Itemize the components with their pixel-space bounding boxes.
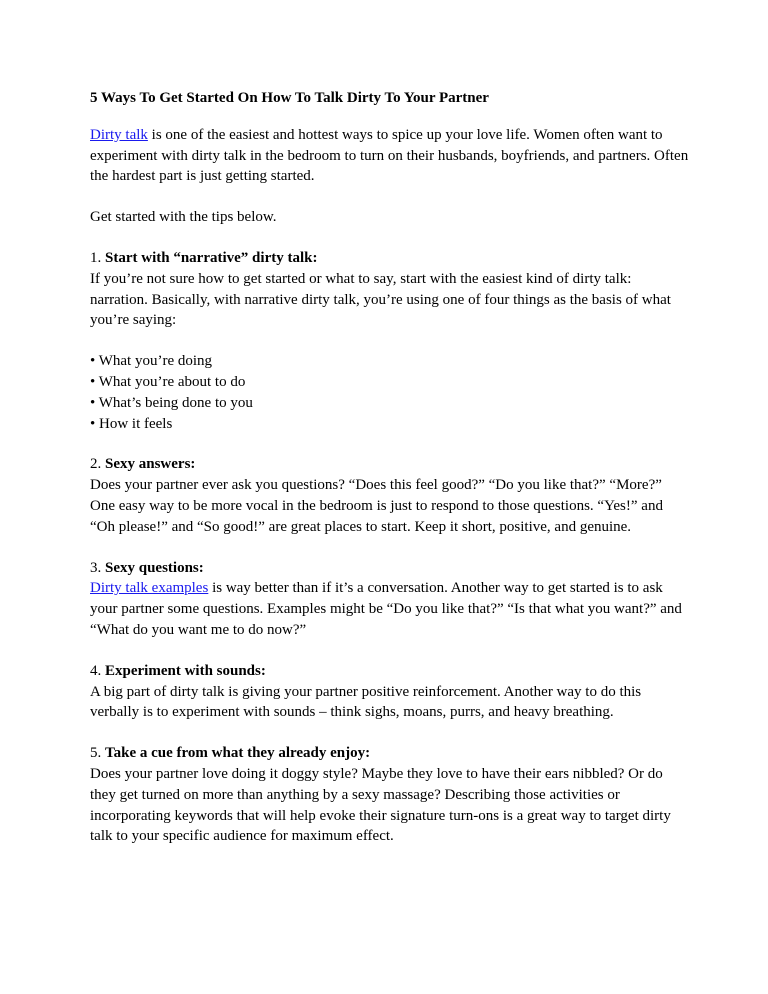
section-3-title: Sexy questions: (105, 559, 204, 576)
section-1-bullet-list (90, 351, 690, 434)
section-4-heading (90, 661, 690, 682)
intro-paragraph (90, 125, 690, 187)
section-5-heading (90, 743, 690, 764)
section-2-title: Sexy answers: (105, 456, 196, 473)
section-1 (90, 248, 690, 434)
section-4 (90, 661, 690, 723)
section-2-number: 2. (90, 456, 105, 473)
section-5-number: 5. (90, 745, 105, 762)
section-5-title: Take a cue from what they already enjoy: (105, 745, 371, 762)
section-1-title: Start with “narrative” dirty talk: (105, 249, 318, 266)
section-4-body: A big part of dirty talk is giving your partner positive reinforcement. Another way to do this verbally is to experiment with sounds – think sighs, moans, purrs, and heavy breathing. (90, 683, 642, 721)
get-started-text: Get started with the tips below. (90, 209, 277, 226)
section-4-number: 4. (90, 662, 105, 679)
section-5 (90, 743, 690, 847)
section-1-number: 1. (90, 249, 105, 266)
section-1-heading (90, 248, 690, 269)
list-item: • What you’re doing (90, 353, 213, 370)
list-item: • How it feels (90, 415, 173, 432)
intro-text: is one of the easiest and hottest ways to spice up your love life. Women often want to experiment with dirty talk in the bedroom to turn on their husbands, boyfriends, and partners. Often the hardest part is just getting started. (90, 126, 689, 185)
section-3-body-text: is way better than if it’s a conversation. Another way to get started is to ask your partner some questions. Examples might be “Do you like that?” “Is that what you want?” and “What do you want me to do now?” (90, 580, 682, 638)
document-page (90, 88, 690, 867)
dirty-talk-link[interactable]: Dirty talk (90, 126, 148, 143)
section-3-heading (90, 558, 690, 579)
dirty-talk-examples-link[interactable]: Dirty talk examples (90, 580, 209, 597)
list-item: • What’s being done to you (90, 394, 253, 411)
section-2-heading (90, 454, 690, 475)
section-3 (90, 558, 690, 641)
section-4-title: Experiment with sounds: (105, 662, 266, 679)
section-2-body: Does your partner ever ask you questions? “Does this feel good?” “Do you like that?” “More?” One easy way to be more vocal in the bedroom is just to respond to those questions. “Yes!” and “Oh please!” and “So good!” are great places to start. Keep it short, positive, and genuine. (90, 477, 663, 535)
section-3-number: 3. (90, 559, 105, 576)
section-2 (90, 454, 690, 537)
section-3-body (90, 578, 690, 640)
document-title: 5 Ways To Get Started On How To Talk Dirty To Your Partner (90, 90, 489, 106)
section-5-body: Does your partner love doing it doggy style? Maybe they love to have their ears nibbled? Or do they get turned on more than anything by a sexy massage? Describing those activities or incorporating keywords that will help evoke their signature turn-ons is a great way to target dirty talk to your specific audience for maximum effect. (90, 765, 671, 845)
section-1-body: If you’re not sure how to get started or what to say, start with the easiest kind of dirty talk: narration. Basically, with narrative dirty talk, you’re using one of four things as the basis of what you’re saying: (90, 270, 671, 329)
list-item: • What you’re about to do (90, 373, 246, 390)
